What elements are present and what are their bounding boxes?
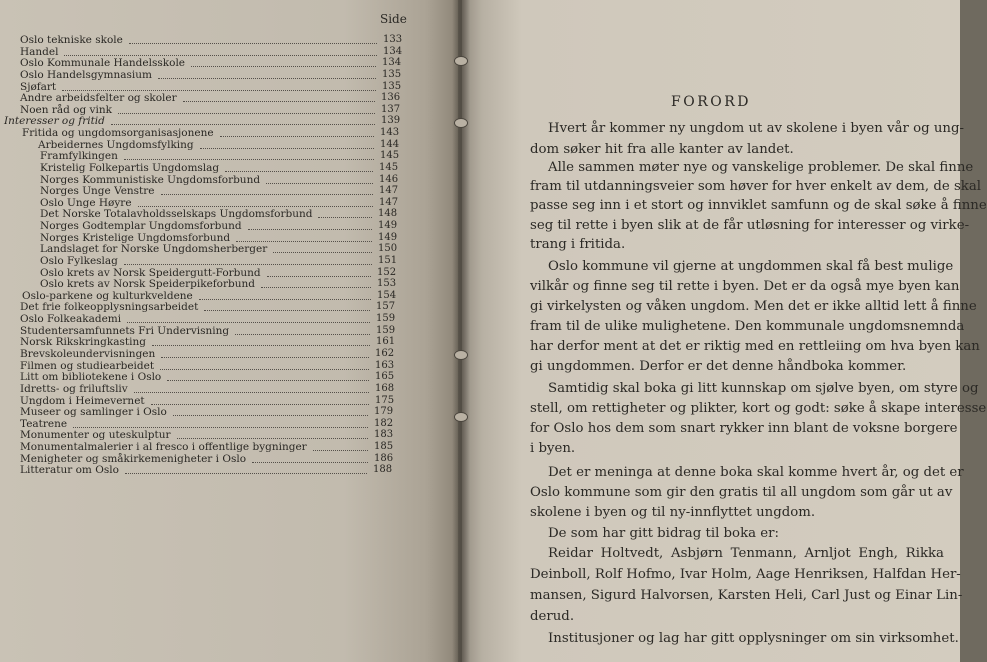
toc-entry-title: Monumentalmalerier i al fresco i offentlige bygninger [20,441,307,454]
toc-entry-title: Framfylkingen [40,150,118,163]
toc-entry [20,34,403,46]
toc-entry-title: Fritida og ungdomsorganisasjonene [22,127,214,140]
toc-entry-title: Interesser og fritid [4,115,105,128]
foreword-text-line: fram til utdanningsveier som høver for hver enkelt av dem, de skal [530,179,982,194]
toc-dot-leader [191,66,376,67]
toc-entry [20,406,400,418]
toc-entry [40,232,400,244]
toc-entry-page: 154 [377,289,397,301]
toc-entry-title: Norges Kommunistiske Ungdomsforbund [40,173,261,186]
toc-entry [20,383,400,395]
foreword-text-line: gi ungdommen. Derfor er det denne håndboka kommer. [530,359,907,374]
toc-dot-leader [267,276,371,277]
toc-entry-title: Menigheter og småkirkemenigheter i Oslo [20,452,247,465]
toc-entry [40,267,400,279]
foreword-text-line: dom søker hit fra alle kanter av landet. [530,142,794,157]
toc-entry-title: Arbeidernes Ungdomsfylking [38,138,194,151]
toc-dot-leader [160,369,369,370]
toc-entry-page: 182 [374,417,394,429]
toc-entry [4,115,400,127]
toc-entry-page: 175 [375,394,395,406]
toc-entry-page: 145 [379,161,399,173]
toc-entry-page: 188 [373,464,393,476]
toc-dot-leader [124,264,372,265]
foreword-text-line: Hvert år kommer ny ungdom ut av skolene i byen vår og ung- [548,121,964,136]
toc-entry-page: 161 [376,336,396,348]
toc-dot-leader [318,217,372,218]
toc-entry [20,325,400,337]
toc-entry-title: Handel [20,45,59,58]
toc-dot-leader [252,462,368,463]
toc-entry [20,441,400,453]
toc-entry [40,150,400,162]
toc-entry-title: Oslo Kommunale Handelsskole [20,57,186,70]
toc-entry-page: 134 [383,45,403,57]
toc-entry-page: 146 [379,173,399,185]
toc-page-column-header: Side [380,12,407,26]
toc-entry-title: Oslo krets av Norsk Speiderpikeforbund [40,278,255,291]
toc-entry [40,185,400,197]
toc-entry-title: Kristelig Folkepartis Ungdomslag [40,161,220,174]
toc-dot-leader [138,206,373,207]
toc-entry-title: Idretts- og friluftsliv [20,382,128,395]
toc-entry-title: Landslaget for Norske Ungdomsherberger [40,243,268,256]
foreword-text-line: Samtidig skal boka gi litt kunnskap om sjølve byen, om styre og [548,381,979,396]
toc-entry-page: 143 [380,127,400,139]
toc-entry-page: 149 [378,231,398,243]
toc-entry [20,57,400,69]
toc-entry [20,92,400,104]
toc-entry [20,81,400,93]
toc-dot-leader [134,392,369,393]
toc-entry [20,104,400,116]
toc-entry-page: 165 [375,371,395,383]
toc-entry [20,45,403,58]
toc-entry-page: 135 [382,68,402,80]
toc-dot-leader [127,322,370,323]
toc-dot-leader [124,159,374,160]
toc-entry [20,348,400,360]
toc-entry [20,453,400,465]
toc-dot-leader [73,427,368,428]
foreword-text-line: De som har gitt bidrag til boka er: [548,526,779,541]
toc-entry-title: Museer og samlinger i Oslo [20,406,167,419]
toc-dot-leader [118,113,375,114]
toc-dot-leader [161,357,369,358]
toc-dot-leader [111,124,375,125]
toc-entry [20,360,400,372]
toc-dot-leader [266,183,373,184]
toc-entry-page: 133 [383,34,403,45]
toc-entry-page: 168 [375,382,395,394]
toc-dot-leader [220,136,374,137]
toc-entry-title: Monumenter og uteskulptur [20,429,171,442]
toc-entry [20,336,400,348]
toc-entry [38,139,400,151]
toc-entry [40,208,400,220]
toc-dot-leader [183,101,375,102]
toc-entry-title: Sjøfart [20,80,57,93]
foreword-text-line: Deinboll, Rolf Hofmo, Ivar Holm, Aage Henriksen, Halfdan Her- [530,567,961,582]
toc-entry-page: 163 [375,359,395,371]
toc-dot-leader [273,252,372,253]
toc-dot-leader [236,241,372,242]
toc-dot-leader [151,404,369,405]
toc-dot-leader [64,55,377,56]
toc-entry-title: Filmen og studiearbeidet [20,359,155,372]
toc-entry-page: 179 [374,406,394,418]
toc-entry-title: Norges Unge Venstre [40,185,155,198]
toc-entry-page: 135 [382,80,402,92]
toc-entry-title: Oslo Folkeakademi [20,313,122,326]
toc-dot-leader [177,438,368,439]
toc-entry [40,243,400,255]
toc-entry-page: 162 [375,348,395,359]
toc-entry-page: 144 [380,138,400,150]
toc-entry-title: Norges Godtemplar Ungdomsforbund [40,220,242,233]
toc-entry [22,290,400,302]
foreword-text-line: vilkår og finne seg til rette i byen. Det er da også mye byen kan [530,279,960,294]
toc-entry [20,464,400,476]
toc-entry-title: Norges Kristelige Ungdomsforbund [40,231,231,244]
toc-entry [20,313,400,325]
toc-entry [40,174,400,186]
toc-entry [40,220,400,232]
foreword-text-line: gi virkelysten og våken ungdom. Men det er ikke alltid lett å finne [530,299,977,314]
toc-dot-leader [161,194,373,195]
toc-entry-title: Noen råd og vink [20,103,112,116]
toc-dot-leader [158,78,376,79]
toc-entry [20,418,400,430]
foreword-text-line: Institusjoner og lag har gitt opplysninger om sin virksomhet. [548,631,959,646]
toc-entry-page: 137 [381,103,401,115]
toc-entry-title: Andre arbeidsfelter og skoler [20,92,177,105]
toc-entry-page: 186 [374,452,394,464]
toc-dot-leader [261,287,371,288]
foreword-text-line: har derfor ment at det er riktig med en rettleiing om hva byen kan [530,339,980,354]
toc-entry-title: Teatrene [20,417,68,430]
toc-entry-page: 159 [376,324,396,336]
toc-entry-page: 151 [378,254,398,266]
toc-entry-page: 145 [380,150,400,162]
toc-entry [40,197,400,209]
toc-entry-title: Oslo Fylkeslag [40,254,118,267]
toc-entry-page: 136 [381,92,401,104]
foreword-text-line: trang i fritida. [530,237,626,252]
toc-entry-title: Oslo-parkene og kulturkveldene [22,289,193,302]
foreword-text-line: seg til rette i byen slik at de får utløsning for interesser og virke- [530,218,970,233]
toc-entry-page: 185 [374,441,394,453]
toc-entry [20,429,400,441]
foreword-text-line: mansen, Sigurd Halvorsen, Karsten Heli, Carl Just og Einar Lin- [530,588,963,603]
foreword-page [462,0,987,662]
toc-entry-title: Ungdom i Heimevernet [20,394,145,407]
toc-entry-page: 152 [377,266,397,278]
toc-dot-leader [125,473,367,474]
foreword-title: FORORD [671,94,751,110]
toc-entry [40,255,400,267]
foreword-text-line: stell, om rettigheter og plikter, kort og godt: søke å skape interesse [530,401,987,416]
toc-dot-leader [313,450,368,451]
toc-entry-title: Brevskoleundervisningen [20,348,156,360]
toc-entry [20,371,400,383]
foreword-text-line: passe seg inn i et stort og innviklet samfunn og de skal søke å finne [530,198,987,213]
toc-dot-leader [62,90,376,91]
toc-entry-page: 150 [378,243,398,255]
toc-entry-title: Det Norske Totalavholdsselskaps Ungdomsforbund [40,208,313,221]
toc-dot-leader [204,310,370,311]
toc-entry-page: 153 [377,278,397,290]
toc-entry-page: 149 [378,220,398,232]
toc-entry [20,69,400,81]
toc-entry-page: 134 [382,57,402,69]
toc-entry-page: 148 [378,208,398,220]
foreword-text-line: derud. [530,609,575,624]
toc-dot-leader [152,345,370,346]
toc-dot-leader [167,380,369,381]
toc-entry-title: Norsk Rikskringkasting [20,336,146,349]
toc-entry-page: 159 [376,313,396,325]
toc-entry-page: 147 [379,196,399,208]
toc-entry [40,162,400,174]
toc-entry-title: Oslo tekniske skole [20,34,123,46]
table-of-contents [0,0,458,662]
foreword-text-line: skolene i byen og til ny-innflyttet ungdom. [530,505,816,520]
toc-dot-leader [248,229,372,230]
toc-entry-title: Oslo krets av Norsk Speidergutt-Forbund [40,266,261,279]
toc-entry [20,301,400,313]
foreword-text-line: Reidar Holtvedt, Asbjørn Tenmann, Arnljot Engh, Rikka [548,546,944,561]
toc-dot-leader [225,171,373,172]
toc-entry-title: Studentersamfunnets Fri Undervisning [20,324,230,337]
toc-entry-title: Litt om bibliotekene i Oslo [20,371,162,384]
foreword-text-line: Oslo kommune som gir den gratis til all ungdom som går ut av [530,485,953,500]
toc-entry-page: 147 [379,185,399,197]
foreword-text-line: Alle sammen møter nye og vanskelige problemer. De skal finne [548,160,974,175]
foreword-text-line: Det er meninga at denne boka skal komme hvert år, og det er [548,465,964,480]
toc-entry [20,395,400,407]
toc-entry-page: 139 [381,115,401,127]
foreword-text-line: fram til de ulike mulighetene. Den kommunale ungdomsnemnda [530,319,965,334]
toc-entry-page: 157 [376,301,396,313]
toc-entry-title: Oslo Unge Høyre [40,196,132,209]
foreword-text-line: Oslo kommune vil gjerne at ungdommen skal få best mulige [548,259,954,274]
toc-entry-title: Litteratur om Oslo [20,464,119,477]
toc-entry-title: Oslo Handelsgymnasium [20,68,152,81]
toc-dot-leader [235,334,370,335]
foreword-text-line: i byen. [530,441,576,456]
toc-entry-page: 183 [374,429,394,441]
toc-dot-leader [129,43,377,44]
toc-entry-title: Det frie folkeopplysningsarbeidet [20,301,199,314]
toc-dot-leader [173,415,368,416]
foreword-text-line: for Oslo hos dem som snart rykker inn blant de voksne borgere [530,421,958,436]
toc-dot-leader [199,299,371,300]
toc-entry [40,278,400,290]
toc-entry [22,127,400,139]
toc-dot-leader [200,148,374,149]
